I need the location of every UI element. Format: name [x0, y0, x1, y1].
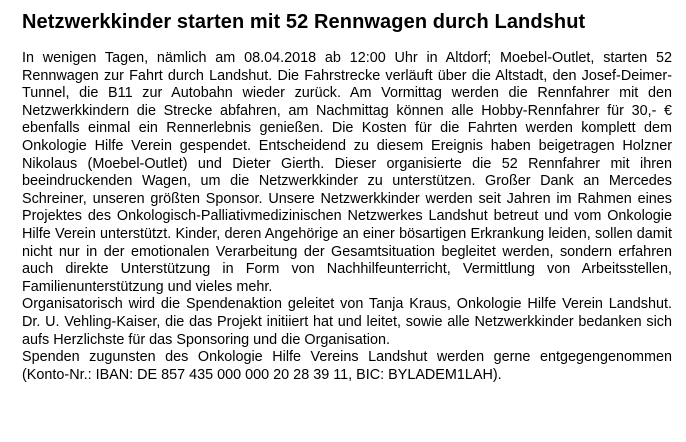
article-paragraph-organisation: Organisatorisch wird die Spendenaktion geleitet von Tanja Kraus, Onkologie Hilfe Verein Landshut. Dr. U. Vehling-Kaiser, die das Projekt initiiert hat und leitet, sowie alle Netzwerkkinder bedanken sich aufs Herzlichste für das Sponsoring und die Organisation. [22, 296, 672, 348]
article-paragraph-event: In wenigen Tagen, nämlich am 08.04.2018 ab 12:00 Uhr in Altdorf; Moebel-Outlet, starten 52 Rennwagen zur Fahrt durch Landshut. Die Fahrstrecke verläuft über die Altstadt, den Josef-Deimer-Tunnel, die B11 zur Autobahn wieder zurück. Am Vormittag werden die Rennfahrer mit den Netzwerkkindern die Strecke abfahren, am Nachmittag können alle Hobby-Rennfahrer für 30,- € ebenfalls einmal ein Rennerlebnis genießen. Die Kosten für die Fahrten werden komplett dem Onkologie Hilfe Verein gespendet. Entscheidend zu diesem Ereignis haben beigetragen Holzner Nikolaus (Moebel-Outlet) und Dieter Gierth. Dieser organisierte die 52 Rennfahrer mit ihren beeindruckenden Wagen, um die Netzwerkkinder zu unterstützen. Großer Dank an Mercedes Schreiner, unseren größten Sponsor. Unsere Netzwerkkinder werden seit Jahren im Rahmen eines Projektes des Onkologisch-Palliativmedizinischen Netzwerkes Landshut betreut und vom Onkologie Hilfe Verein unterstützt. Kinder, deren Angehörige an einer bösartigen Erkrankung leiden, sollen damit nicht nur in der emotionalen Verarbeitung der Gesamtsituation begleitet werden, sondern erfahren auch direkte Unterstützung in Form von Nachhilfeunterricht, Vermittlung von Arbeitsstellen, Familienunterstützung und vieles mehr. [22, 50, 672, 295]
article-paragraph-donations: Spenden zugunsten des Onkologie Hilfe Vereins Landshut werden gerne entgegengenommen (Konto-Nr.: IBAN: DE 857 435 000 000 20 28 39 11, BIC: BYLADEM1LAH). [22, 349, 672, 383]
article-headline: Netzwerkkinder starten mit 52 Rennwagen durch Landshut [22, 11, 586, 33]
